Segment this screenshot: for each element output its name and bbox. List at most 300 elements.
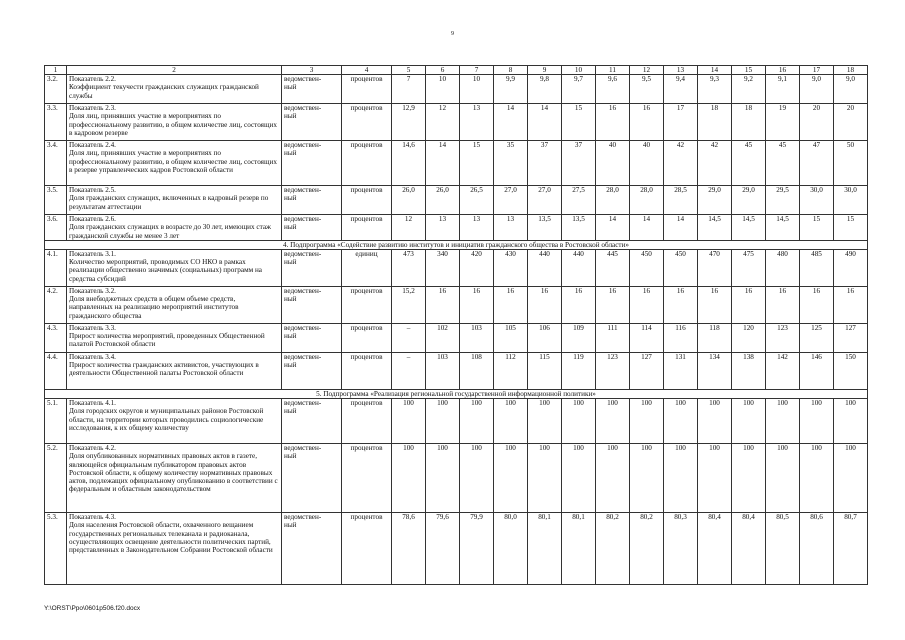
value-cell: 42 — [698, 141, 732, 186]
value-cell: 50 — [834, 141, 868, 186]
value-cell: 45 — [732, 141, 766, 186]
value-cell: 16 — [426, 287, 460, 324]
value-cell: 102 — [426, 324, 460, 353]
value-cell: 100 — [528, 399, 562, 444]
value-cell: 103 — [426, 353, 460, 390]
value-cell: 9,9 — [494, 75, 528, 104]
column-number-header: 9 — [528, 66, 562, 75]
value-cell: 450 — [664, 250, 698, 287]
value-cell: 27,0 — [494, 186, 528, 215]
value-cell: 17 — [664, 104, 698, 141]
value-cell: 120 — [732, 324, 766, 353]
data-source-line: ведомствен- — [284, 75, 322, 84]
value-cell: 20 — [800, 104, 834, 141]
table-row — [45, 399, 868, 444]
table-row — [45, 215, 868, 241]
value-cell: 19 — [766, 104, 800, 141]
unit: единиц — [342, 250, 392, 287]
section-heading: 5. Подпрограмма «Реализация региональной государственной информационной политики» — [45, 390, 868, 399]
value-cell: 13 — [494, 215, 528, 241]
value-cell: 100 — [562, 399, 596, 444]
value-cell: 100 — [766, 444, 800, 513]
value-cell: 100 — [528, 444, 562, 513]
section-heading-row — [45, 390, 868, 399]
unit: процентов — [342, 399, 392, 444]
value-cell: 100 — [460, 399, 494, 444]
value-cell: 16 — [630, 104, 664, 141]
value-cell: 13,5 — [528, 215, 562, 241]
table-row — [45, 104, 868, 141]
data-source — [282, 141, 342, 186]
value-cell: 116 — [664, 324, 698, 353]
value-cell: 100 — [562, 444, 596, 513]
indicator-name-line: Доля опубликованных нормативных правовых актов в газете, являющейся официальным публикатором правовых актов Ростовской области, к общему количеству нормативных правовых актов, подлежащих официальному опубликованию в соответствии с федеральным и областным законодательством — [69, 452, 278, 494]
value-cell: 150 — [834, 353, 868, 390]
value-cell: 138 — [732, 353, 766, 390]
value-cell: 100 — [494, 399, 528, 444]
value-cell: 13 — [426, 215, 460, 241]
value-cell: 9,6 — [596, 75, 630, 104]
value-cell: 80,4 — [698, 513, 732, 585]
data-source-line: ный — [284, 258, 297, 267]
data-source-line: ведомствен- — [284, 104, 322, 113]
value-cell: 14,5 — [732, 215, 766, 241]
value-cell: 27,0 — [528, 186, 562, 215]
table-row — [45, 287, 868, 324]
unit: процентов — [342, 353, 392, 390]
column-number-header: 13 — [664, 66, 698, 75]
indicator-name-line: Показатель 2.3. — [69, 104, 116, 113]
column-number-header: 12 — [630, 66, 664, 75]
value-cell: 42 — [664, 141, 698, 186]
indicator-name — [67, 141, 282, 186]
value-cell: 45 — [766, 141, 800, 186]
indicator-name-line: Доля гражданских служащих, включенных в кадровый резерв по результатам аттестации — [69, 194, 269, 211]
column-number-header: 1 — [45, 66, 67, 75]
value-cell: 14,5 — [698, 215, 732, 241]
value-cell: 103 — [460, 324, 494, 353]
column-number-header: 7 — [460, 66, 494, 75]
indicator-name — [67, 324, 282, 353]
data-source-line: ведомствен- — [284, 353, 322, 362]
data-source-line: ведомствен- — [284, 186, 322, 195]
value-cell: 100 — [494, 444, 528, 513]
table-row — [45, 513, 868, 585]
data-source — [282, 104, 342, 141]
value-cell: 114 — [630, 324, 664, 353]
section-heading-row — [45, 240, 868, 249]
column-number-header: 5 — [392, 66, 426, 75]
section-heading: 4. Подпрограмма «Содействие развитию институтов и инициатив гражданского общества в Ростовской области» — [45, 240, 868, 249]
row-number: 3.2. — [45, 75, 67, 104]
indicator-name — [67, 287, 282, 324]
column-number-header: 6 — [426, 66, 460, 75]
value-cell: 29,0 — [732, 186, 766, 215]
value-cell: 475 — [732, 250, 766, 287]
value-cell: 16 — [834, 287, 868, 324]
value-cell: 14 — [630, 215, 664, 241]
data-source — [282, 75, 342, 104]
value-cell: 100 — [596, 444, 630, 513]
value-cell: 100 — [834, 399, 868, 444]
column-number-header: 11 — [596, 66, 630, 75]
value-cell: 480 — [766, 250, 800, 287]
indicator-name — [67, 250, 282, 287]
value-cell: 15 — [834, 215, 868, 241]
value-cell: 123 — [766, 324, 800, 353]
value-cell: 16 — [596, 104, 630, 141]
value-cell: 12 — [392, 215, 426, 241]
value-cell: 30,0 — [800, 186, 834, 215]
value-cell: 127 — [630, 353, 664, 390]
column-number-header: 16 — [766, 66, 800, 75]
value-cell: 445 — [596, 250, 630, 287]
value-cell: 440 — [528, 250, 562, 287]
unit: процентов — [342, 513, 392, 585]
value-cell: 78,6 — [392, 513, 426, 585]
value-cell: 450 — [630, 250, 664, 287]
data-source-line: ный — [284, 223, 297, 232]
value-cell: 100 — [630, 399, 664, 444]
indicator-name-line: Доля населения Ростовской области, охваченного вещанием государственных региональных телеканала и радиоканала, осуществляющих освещение деятельности политических партий, представленных в Законодательном Собрании Ростовской области — [69, 521, 273, 555]
indicator-name — [67, 399, 282, 444]
unit: процентов — [342, 444, 392, 513]
value-cell: 80,4 — [732, 513, 766, 585]
value-cell: 340 — [426, 250, 460, 287]
unit: процентов — [342, 215, 392, 241]
data-source-line: ный — [284, 149, 297, 158]
value-cell: 12 — [426, 104, 460, 141]
indicator-name-line: Показатель 3.4. — [69, 353, 116, 362]
indicator-name-line: Доля городских округов и муниципальных районов Ростовской области, на территории которых проводились социологические исследования, к их общему количеству — [69, 407, 264, 432]
table-row — [45, 141, 868, 186]
unit: процентов — [342, 287, 392, 324]
table-row — [45, 75, 868, 104]
indicator-name — [67, 353, 282, 390]
value-cell: 30,0 — [834, 186, 868, 215]
value-cell: 16 — [562, 287, 596, 324]
value-cell: 13,5 — [562, 215, 596, 241]
value-cell: 485 — [800, 250, 834, 287]
value-cell: 440 — [562, 250, 596, 287]
value-cell: 80,5 — [766, 513, 800, 585]
data-source-line: ный — [284, 83, 297, 92]
table-row — [45, 444, 868, 513]
unit: процентов — [342, 141, 392, 186]
value-cell: 16 — [460, 287, 494, 324]
data-source — [282, 215, 342, 241]
value-cell: 14 — [426, 141, 460, 186]
value-cell: 15 — [460, 141, 494, 186]
row-number: 3.6. — [45, 215, 67, 241]
indicator-name-line: Показатель 2.5. — [69, 186, 116, 195]
value-cell: 18 — [698, 104, 732, 141]
value-cell: 14 — [494, 104, 528, 141]
data-source-line: ный — [284, 521, 297, 530]
value-cell: 27,5 — [562, 186, 596, 215]
value-cell: 14 — [596, 215, 630, 241]
indicator-name — [67, 186, 282, 215]
row-number: 5.1. — [45, 399, 67, 444]
value-cell: 100 — [800, 399, 834, 444]
value-cell: 16 — [494, 287, 528, 324]
value-cell: 35 — [494, 141, 528, 186]
page-number: 9 — [451, 31, 454, 37]
value-cell: 16 — [596, 287, 630, 324]
value-cell: 100 — [732, 444, 766, 513]
value-cell: 28,5 — [664, 186, 698, 215]
value-cell: 112 — [494, 353, 528, 390]
value-cell: 47 — [800, 141, 834, 186]
value-cell: 9,1 — [766, 75, 800, 104]
value-cell: – — [392, 353, 426, 390]
value-cell: 106 — [528, 324, 562, 353]
value-cell: 20 — [834, 104, 868, 141]
value-cell: 9,0 — [800, 75, 834, 104]
value-cell: 16 — [664, 287, 698, 324]
value-cell: 37 — [528, 141, 562, 186]
value-cell: 142 — [766, 353, 800, 390]
indicators-table — [44, 65, 868, 585]
row-number: 5.2. — [45, 444, 67, 513]
value-cell: 125 — [800, 324, 834, 353]
data-source-line: ведомствен- — [284, 287, 322, 296]
value-cell: 14,5 — [766, 215, 800, 241]
value-cell: 16 — [766, 287, 800, 324]
column-number-header: 17 — [800, 66, 834, 75]
value-cell: 9,7 — [562, 75, 596, 104]
value-cell: 100 — [392, 399, 426, 444]
row-number: 3.5. — [45, 186, 67, 215]
value-cell: 131 — [664, 353, 698, 390]
column-number-header: 14 — [698, 66, 732, 75]
column-number-header: 15 — [732, 66, 766, 75]
value-cell: 123 — [596, 353, 630, 390]
value-cell: 15 — [562, 104, 596, 141]
value-cell: 28,0 — [596, 186, 630, 215]
value-cell: 80,2 — [630, 513, 664, 585]
indicator-name — [67, 444, 282, 513]
indicator-name-line: Коэффициент текучести гражданских служащих гражданской службы — [69, 83, 259, 100]
row-number: 4.1. — [45, 250, 67, 287]
indicator-name-line: Показатель 2.4. — [69, 141, 116, 150]
data-source-line: ный — [284, 112, 297, 121]
value-cell: 26,0 — [392, 186, 426, 215]
row-number: 4.4. — [45, 353, 67, 390]
column-number-header: 8 — [494, 66, 528, 75]
value-cell: 119 — [562, 353, 596, 390]
data-source — [282, 444, 342, 513]
column-number-header: 10 — [562, 66, 596, 75]
value-cell: 16 — [698, 287, 732, 324]
value-cell: 127 — [834, 324, 868, 353]
value-cell: 100 — [426, 399, 460, 444]
indicator-name-line: Показатель 2.2. — [69, 75, 116, 84]
data-source-line: ведомствен- — [284, 141, 322, 150]
value-cell: 420 — [460, 250, 494, 287]
value-cell: 118 — [698, 324, 732, 353]
data-source-line: ный — [284, 361, 297, 370]
value-cell: 80,3 — [664, 513, 698, 585]
indicator-name — [67, 75, 282, 104]
value-cell: – — [392, 324, 426, 353]
unit: процентов — [342, 75, 392, 104]
value-cell: 10 — [426, 75, 460, 104]
data-source-line: ведомствен- — [284, 250, 322, 259]
column-number-header: 4 — [342, 66, 392, 75]
value-cell: 14,6 — [392, 141, 426, 186]
value-cell: 80,0 — [494, 513, 528, 585]
value-cell: 12,9 — [392, 104, 426, 141]
indicator-name-line: Показатель 4.1. — [69, 399, 116, 408]
value-cell: 100 — [426, 444, 460, 513]
value-cell: 100 — [596, 399, 630, 444]
value-cell: 16 — [528, 287, 562, 324]
value-cell: 9,2 — [732, 75, 766, 104]
value-cell: 490 — [834, 250, 868, 287]
value-cell: 100 — [766, 399, 800, 444]
value-cell: 16 — [630, 287, 664, 324]
column-number-header: 2 — [67, 66, 282, 75]
column-number-header: 18 — [834, 66, 868, 75]
value-cell: 26,5 — [460, 186, 494, 215]
value-cell: 100 — [698, 399, 732, 444]
data-source — [282, 186, 342, 215]
table-row — [45, 324, 868, 353]
value-cell: 80,2 — [596, 513, 630, 585]
row-number: 5.3. — [45, 513, 67, 585]
value-cell: 100 — [664, 399, 698, 444]
footer-file-path: Y:\ORST\Ppo\0601p506.f20.docx — [44, 605, 141, 612]
data-source — [282, 250, 342, 287]
value-cell: 9,3 — [698, 75, 732, 104]
value-cell: 100 — [392, 444, 426, 513]
column-number-header: 3 — [282, 66, 342, 75]
data-source-line: ный — [284, 332, 297, 341]
indicator-name-line: Показатель 4.2. — [69, 444, 116, 453]
value-cell: 10 — [460, 75, 494, 104]
value-cell: 100 — [732, 399, 766, 444]
value-cell: 111 — [596, 324, 630, 353]
value-cell: 79,6 — [426, 513, 460, 585]
value-cell: 16 — [732, 287, 766, 324]
value-cell: 40 — [630, 141, 664, 186]
indicator-name — [67, 513, 282, 585]
indicator-name-line: Показатель 2.6. — [69, 215, 116, 224]
indicator-name-line: Показатель 4.3. — [69, 513, 116, 522]
indicator-name-line: Прирост количества гражданских активистов, участвующих в деятельности Общественной палаты Ростовской области — [69, 361, 259, 378]
value-cell: 26,0 — [426, 186, 460, 215]
data-source-line: ный — [284, 295, 297, 304]
value-cell: 134 — [698, 353, 732, 390]
value-cell: 15 — [800, 215, 834, 241]
value-cell: 29,0 — [698, 186, 732, 215]
value-cell: 18 — [732, 104, 766, 141]
data-source-line: ведомствен- — [284, 399, 322, 408]
value-cell: 473 — [392, 250, 426, 287]
value-cell: 80,1 — [562, 513, 596, 585]
value-cell: 80,6 — [800, 513, 834, 585]
data-source-line: ведомствен- — [284, 444, 322, 453]
unit: процентов — [342, 324, 392, 353]
data-source — [282, 353, 342, 390]
indicator-name-line: Доля внебюджетных средств в общем объеме средств, направленных на реализацию мероприятий институтов гражданского общества — [69, 295, 239, 320]
value-cell: 115 — [528, 353, 562, 390]
indicator-name-line: Доля гражданских служащих в возрасте до 30 лет, имеющих стаж гражданской службы не менее 3 лет — [69, 223, 271, 240]
indicator-name-line: Показатель 3.1. — [69, 250, 116, 259]
value-cell: 13 — [460, 215, 494, 241]
value-cell: 100 — [664, 444, 698, 513]
row-number: 3.4. — [45, 141, 67, 186]
data-source-line: ный — [284, 452, 297, 461]
data-source-line: ведомствен- — [284, 324, 322, 333]
table-row — [45, 186, 868, 215]
value-cell: 40 — [596, 141, 630, 186]
data-source — [282, 399, 342, 444]
indicator-name-line: Количество мероприятий, проводимых СО НКО в рамках реализации общественно значимых (социальных) программ на средства субсидий — [69, 258, 262, 283]
data-source — [282, 513, 342, 585]
row-number: 4.2. — [45, 287, 67, 324]
value-cell: 109 — [562, 324, 596, 353]
indicator-name-line: Показатель 3.2. — [69, 287, 116, 296]
value-cell: 37 — [562, 141, 596, 186]
indicator-name-line: Прирост количества мероприятий, проведенных Общественной палатой Ростовской области — [69, 332, 265, 349]
table-row — [45, 250, 868, 287]
indicator-name — [67, 215, 282, 241]
value-cell: 79,9 — [460, 513, 494, 585]
value-cell: 13 — [460, 104, 494, 141]
value-cell: 430 — [494, 250, 528, 287]
value-cell: 80,1 — [528, 513, 562, 585]
indicator-name — [67, 104, 282, 141]
table-header-row — [45, 66, 868, 75]
unit: процентов — [342, 186, 392, 215]
data-source-line: ведомствен- — [284, 215, 322, 224]
value-cell: 9,5 — [630, 75, 664, 104]
data-source-line: ведомствен- — [284, 513, 322, 522]
data-source — [282, 287, 342, 324]
data-source-line: ный — [284, 194, 297, 203]
value-cell: 15,2 — [392, 287, 426, 324]
value-cell: 100 — [698, 444, 732, 513]
value-cell: 100 — [460, 444, 494, 513]
value-cell: 108 — [460, 353, 494, 390]
value-cell: 100 — [630, 444, 664, 513]
value-cell: 146 — [800, 353, 834, 390]
value-cell: 29,5 — [766, 186, 800, 215]
indicator-name-line: Доля лиц, принявших участие в мероприятиях по профессиональному развитию, в общем количестве лиц, состоящих в кадровом резерве — [69, 112, 277, 137]
value-cell: 7 — [392, 75, 426, 104]
value-cell: 9,8 — [528, 75, 562, 104]
row-number: 3.3. — [45, 104, 67, 141]
value-cell: 28,0 — [630, 186, 664, 215]
value-cell: 80,7 — [834, 513, 868, 585]
value-cell: 14 — [528, 104, 562, 141]
value-cell: 100 — [834, 444, 868, 513]
value-cell: 14 — [664, 215, 698, 241]
unit: процентов — [342, 104, 392, 141]
value-cell: 105 — [494, 324, 528, 353]
data-source-line: ный — [284, 407, 297, 416]
value-cell: 100 — [800, 444, 834, 513]
data-source — [282, 324, 342, 353]
row-number: 4.3. — [45, 324, 67, 353]
value-cell: 9,0 — [834, 75, 868, 104]
value-cell: 470 — [698, 250, 732, 287]
table-row — [45, 353, 868, 390]
value-cell: 16 — [800, 287, 834, 324]
indicator-name-line: Показатель 3.3. — [69, 324, 116, 333]
